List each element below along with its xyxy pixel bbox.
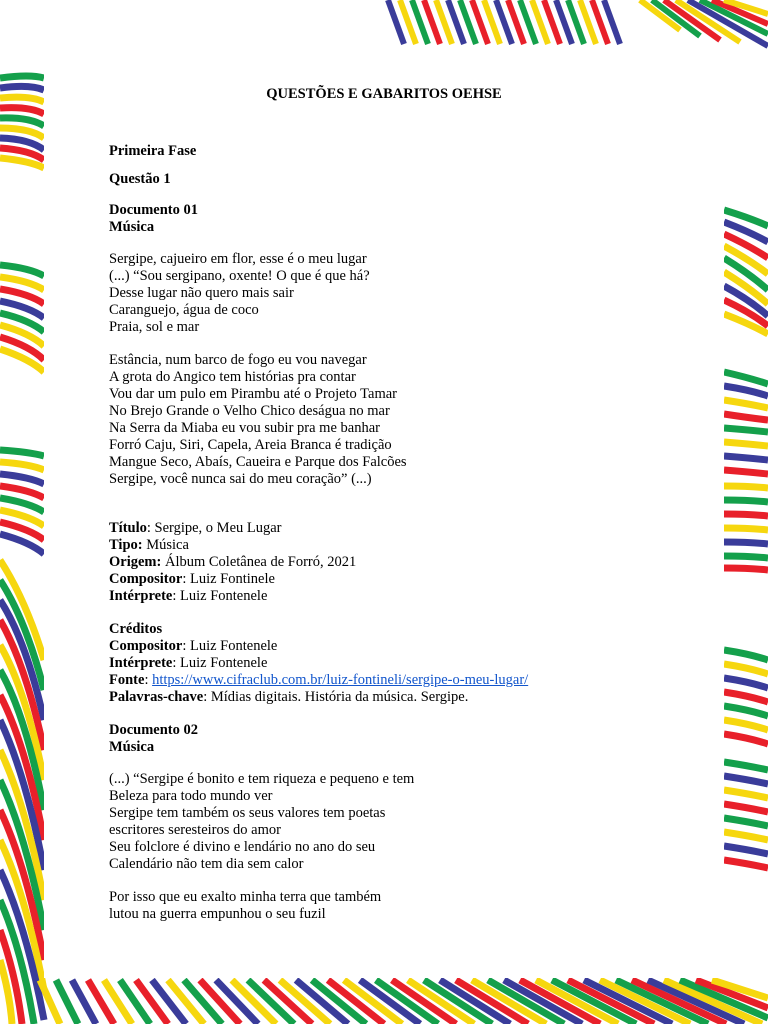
doc1-stanza-1 xyxy=(109,251,629,336)
lyric-line: Caranguejo, água de coco xyxy=(109,302,259,318)
credits-keywords-label: Palavras-chave xyxy=(109,689,204,705)
doc2-stanza-2 xyxy=(109,889,629,923)
meta-composer-value: : Luiz Fontinele xyxy=(182,571,275,587)
credits-source-row xyxy=(109,672,629,689)
lyric-line: Estância, num barco de fogo eu vou navegar xyxy=(109,352,367,368)
meta-origin-row xyxy=(109,554,629,571)
lyric-line: Desse lugar não quero mais sair xyxy=(109,285,294,301)
lyric-line: Forró Caju, Siri, Capela, Areia Branca é tradição xyxy=(109,437,392,453)
credits-performer-value: : Luiz Fontenele xyxy=(172,655,268,671)
doc1-metadata xyxy=(109,520,629,605)
meta-title-row xyxy=(109,520,629,537)
lyric-line: Sergipe, você nunca sai do meu coração” (...) xyxy=(109,471,372,487)
lyric-line: Por isso que eu exalto minha terra que também xyxy=(109,889,382,905)
doc1-heading xyxy=(109,202,629,236)
lyric-line: Beleza para todo mundo ver xyxy=(109,788,273,804)
credits-performer-label: Intérprete xyxy=(109,655,173,671)
lyric-line: lutou na guerra empunhou o seu fuzil xyxy=(109,906,326,922)
doc1-credits xyxy=(109,621,629,706)
doc1-stanza-2 xyxy=(109,352,629,488)
credits-keywords-value: : Mídias digitais. História da música. Sergipe. xyxy=(203,689,469,705)
meta-origin-value: Álbum Coletânea de Forró, 2021 xyxy=(161,554,357,570)
meta-type-label: Tipo: xyxy=(109,537,143,553)
meta-title-label: Título xyxy=(109,520,147,536)
lyric-line: (...) “Sou sergipano, oxente! O que é que há? xyxy=(109,268,370,284)
lyric-line: Calendário não tem dia sem calor xyxy=(109,856,304,872)
meta-type-value: Música xyxy=(142,537,189,553)
source-link[interactable]: https://www.cifraclub.com.br/luiz-fontineli/sergipe-o-meu-lugar/ xyxy=(152,672,529,688)
meta-composer-row xyxy=(109,571,629,588)
question-heading: Questão 1 xyxy=(109,171,171,187)
doc2-title: Documento 02 xyxy=(109,722,199,738)
doc2-stanza-1 xyxy=(109,771,629,873)
lyric-line: Vou dar um pulo em Pirambu até o Projeto Tamar xyxy=(109,386,397,402)
lyric-line: No Brejo Grande o Velho Chico deságua no mar xyxy=(109,403,390,419)
lyric-line: (...) “Sergipe é bonito e tem riqueza e pequeno e tem xyxy=(109,771,415,787)
document-title: QUESTÕES E GABARITOS OEHSE xyxy=(266,86,502,102)
lyric-line: Sergipe tem também os seus valores tem poetas xyxy=(109,805,386,821)
meta-performer-label: Intérprete xyxy=(109,588,173,604)
phase-heading: Primeira Fase xyxy=(109,143,197,159)
lyric-line: Sergipe, cajueiro em flor, esse é o meu lugar xyxy=(109,251,367,267)
credits-heading-row xyxy=(109,621,629,638)
meta-performer-row xyxy=(109,588,629,605)
meta-title-value: : Sergipe, o Meu Lugar xyxy=(146,520,282,536)
meta-type-row xyxy=(109,537,629,554)
credits-composer-value: : Luiz Fontenele xyxy=(182,638,278,654)
credits-composer-label: Compositor xyxy=(109,638,183,654)
meta-composer-label: Compositor xyxy=(109,571,183,587)
credits-composer-row xyxy=(109,638,629,655)
doc2-type: Música xyxy=(109,739,155,755)
credits-performer-row xyxy=(109,655,629,672)
credits-keywords-row xyxy=(109,689,629,706)
doc1-type: Música xyxy=(109,219,155,235)
credits-source-sep: : xyxy=(144,672,153,688)
credits-heading: Créditos xyxy=(109,621,163,637)
meta-origin-label: Origem: xyxy=(109,554,162,570)
credits-source-label: Fonte xyxy=(109,672,145,688)
lyric-line: escritores seresteiros do amor xyxy=(109,822,281,838)
lyric-line: Na Serra da Miaba eu vou subir pra me banhar xyxy=(109,420,380,436)
doc2-heading xyxy=(109,722,629,756)
lyric-line: Mangue Seco, Abaís, Caueira e Parque dos Falcões xyxy=(109,454,407,470)
lyric-line: Seu folclore é divino e lendário no ano do seu xyxy=(109,839,376,855)
lyric-line: Praia, sol e mar xyxy=(109,319,200,335)
doc1-title: Documento 01 xyxy=(109,202,199,218)
meta-performer-value: : Luiz Fontenele xyxy=(172,588,268,604)
lyric-line: A grota do Angico tem histórias pra contar xyxy=(109,369,356,385)
